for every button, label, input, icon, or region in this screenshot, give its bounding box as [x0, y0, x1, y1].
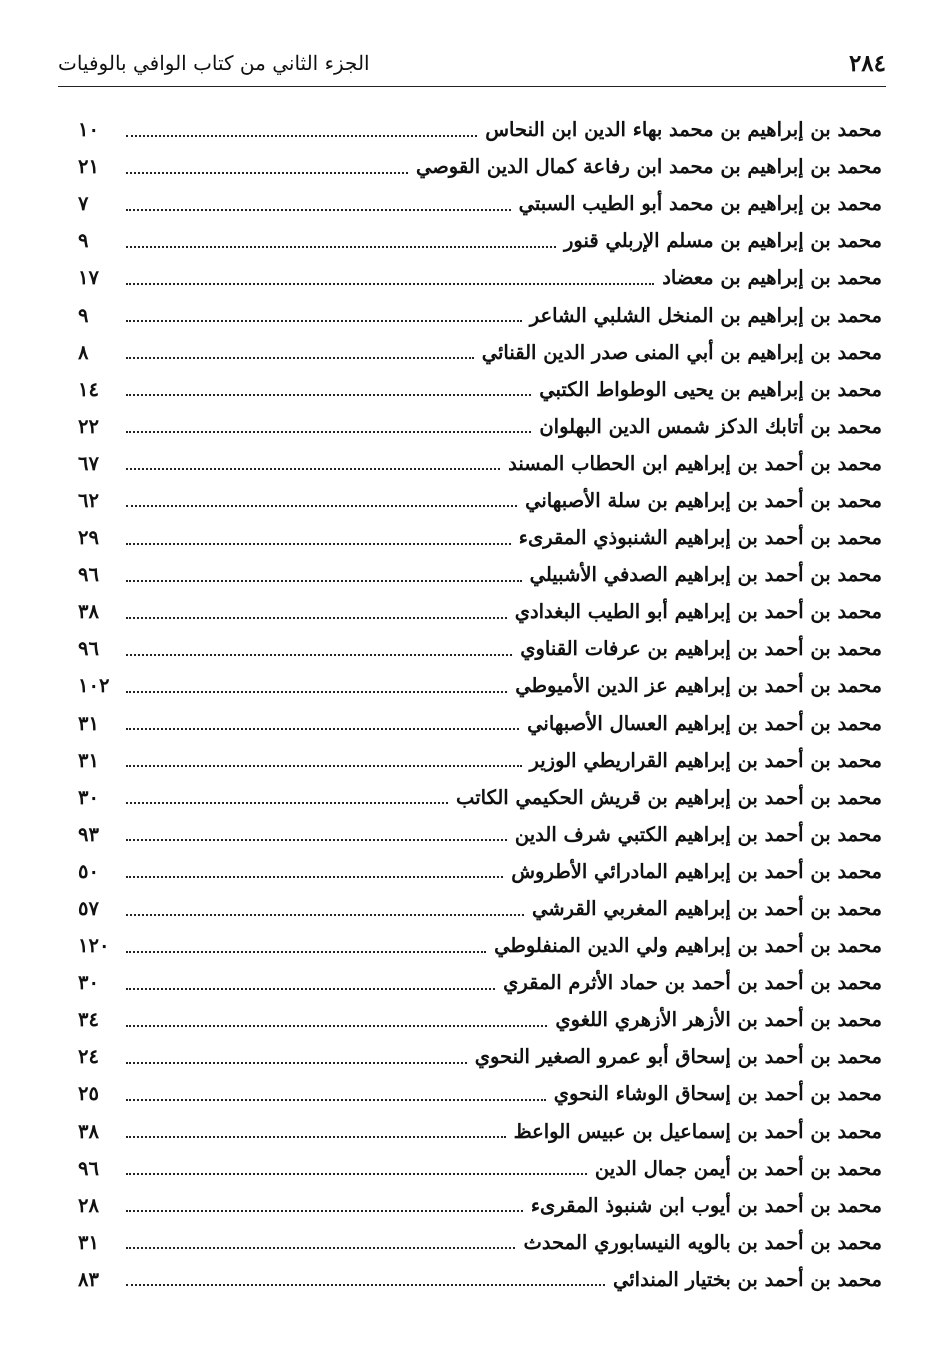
entry-page-number: ٨٣	[78, 1267, 99, 1291]
entry-name: محمد بن إبراهيم بن يحيى الوطواط الكتبي	[539, 377, 882, 401]
entry-name: محمد بن أحمد بن إبراهيم ولي الدين المنفلوطي	[494, 934, 882, 958]
entry-name: محمد بن أحمد بن إبراهيم أبو الطيب البغدادي	[514, 600, 882, 624]
dot-leader	[126, 357, 474, 359]
entry-page-number: ٣٨	[78, 1119, 99, 1143]
entry-name: محمد بن أحمد بن إبراهيم عز الدين الأميوطي	[515, 674, 882, 698]
entry-page-number: ١٤	[78, 377, 99, 401]
dot-leader	[126, 320, 522, 322]
entry-name: محمد بن أحمد بن أيوب ابن شنبوذ المقرىء	[530, 1193, 882, 1217]
index-list	[78, 111, 882, 1298]
dot-leader	[126, 765, 522, 767]
dot-leader	[126, 580, 522, 582]
entry-page-number: ٢٨	[78, 1193, 99, 1217]
entry-name: محمد بن أحمد بن إبراهيم الشنبوذي المقرىء	[518, 526, 882, 550]
entry-page-number: ٦٧	[78, 451, 99, 475]
entry-name: محمد بن أحمد بن إبراهيم الكتبي شرف الدين	[514, 822, 882, 846]
entry-name: محمد بن أتابك الدكز شمس الدين البهلوان	[539, 414, 882, 438]
entry-name: محمد بن أحمد بن بختيار المندائي	[612, 1267, 882, 1291]
entry-page-number: ٣١	[78, 748, 99, 772]
entry-page-number: ٣١	[78, 711, 99, 735]
index-entry	[78, 1001, 882, 1038]
index-entry	[78, 1038, 882, 1075]
entry-name: محمد بن أحمد بن إبراهيم المغربي القرشي	[531, 897, 882, 921]
index-entry	[78, 1187, 882, 1224]
dot-leader	[126, 914, 524, 916]
dot-leader	[126, 135, 477, 137]
entry-name: محمد بن إبراهيم بن محمد ابن رفاعة كمال الدين القوصي	[416, 155, 882, 179]
index-entry	[78, 371, 882, 408]
dot-leader	[126, 283, 654, 285]
index-entry	[78, 742, 882, 779]
dot-leader	[126, 172, 408, 174]
entry-name: محمد بن أحمد بن إسحاق الوشاء النحوي	[553, 1082, 882, 1106]
entry-page-number: ٣٤	[78, 1008, 99, 1032]
entry-page-number: ٢١	[78, 155, 99, 179]
entry-page-number: ٩٦	[78, 563, 99, 587]
index-entry	[78, 630, 882, 667]
dot-leader	[126, 431, 531, 433]
index-entry	[78, 445, 882, 482]
index-entry	[78, 148, 882, 185]
dot-leader	[126, 1173, 587, 1175]
entry-name: محمد بن أحمد بن إبراهيم بن سلة الأصبهاني	[525, 488, 882, 512]
dot-leader	[126, 543, 511, 545]
index-entry	[78, 111, 882, 148]
dot-leader	[126, 951, 486, 953]
dot-leader	[126, 1210, 523, 1212]
dot-leader	[126, 505, 517, 507]
entry-page-number: ٢٤	[78, 1045, 99, 1069]
running-title: الجزء الثاني من كتاب الوافي بالوفيات	[58, 51, 370, 75]
dot-leader	[126, 246, 556, 248]
index-entry	[78, 408, 882, 445]
entry-name: محمد بن إبراهيم بن معضاد	[662, 266, 882, 290]
index-entry	[78, 593, 882, 630]
dot-leader	[126, 839, 507, 841]
entry-name: محمد بن أحمد بن إبراهيم القراريطي الوزير	[529, 748, 882, 772]
index-entry	[78, 482, 882, 519]
dot-leader	[126, 1136, 506, 1138]
entry-name: محمد بن أحمد بن إبراهيم المادرائي الأطروش	[511, 859, 882, 883]
entry-page-number: ١٧	[78, 266, 99, 290]
dot-leader	[126, 728, 519, 730]
index-entry	[78, 1150, 882, 1187]
dot-leader	[126, 691, 507, 693]
entry-page-number: ٥٠	[78, 859, 99, 883]
entry-name: محمد بن إبراهيم بن مسلم الإربلي قنور	[563, 229, 882, 253]
index-entry	[78, 705, 882, 742]
entry-page-number: ٩٦	[78, 1156, 99, 1180]
index-entry	[78, 556, 882, 593]
entry-name: محمد بن أحمد بن إبراهيم بن قريش الحكيمي الكاتب	[456, 785, 882, 809]
index-entry	[78, 1075, 882, 1112]
entry-page-number: ٧	[78, 192, 89, 216]
entry-page-number: ١٢٠	[78, 934, 110, 958]
index-entry	[78, 1113, 882, 1150]
entry-page-number: ٨	[78, 340, 89, 364]
entry-page-number: ١٠٢	[78, 674, 110, 698]
page-header	[58, 40, 886, 87]
index-entry	[78, 667, 882, 704]
index-entry	[78, 890, 882, 927]
entry-name: محمد بن إبراهيم بن محمد أبو الطيب السبتي	[518, 192, 882, 216]
dot-leader	[126, 209, 511, 211]
page-number: ٢٨٤	[848, 49, 886, 77]
entry-page-number: ٩	[78, 229, 89, 253]
dot-leader	[126, 876, 503, 878]
entry-page-number: ٩٣	[78, 822, 99, 846]
entry-page-number: ٩	[78, 303, 89, 327]
index-entry	[78, 222, 882, 259]
entry-name: محمد بن أحمد بن إسحاق أبو عمرو الصغير النحوي	[474, 1045, 882, 1069]
index-entry	[78, 185, 882, 222]
index-entry	[78, 519, 882, 556]
dot-leader	[126, 802, 448, 804]
entry-name: محمد بن أحمد بن بالويه النيسابوري المحدث	[523, 1230, 882, 1254]
dot-leader	[126, 1025, 547, 1027]
dot-leader	[126, 394, 531, 396]
index-entry	[78, 853, 882, 890]
dot-leader	[126, 654, 512, 656]
entry-name: محمد بن إبراهيم بن محمد بهاء الدين ابن النحاس	[485, 118, 882, 142]
entry-page-number: ٣٠	[78, 785, 99, 809]
dot-leader	[126, 1099, 546, 1101]
entry-page-number: ٣٨	[78, 600, 99, 624]
entry-page-number: ١٠	[78, 118, 99, 142]
entry-name: محمد بن أحمد بن أحمد بن حماد الأثرم المقري	[503, 971, 882, 995]
entry-name: محمد بن أحمد بن إبراهيم ابن الحطاب المسند	[508, 451, 882, 475]
entry-name: محمد بن إبراهيم بن أبي المنى صدر الدين القنائي	[481, 340, 882, 364]
entry-name: محمد بن أحمد بن الأزهر الأزهري اللغوي	[555, 1008, 882, 1032]
entry-page-number: ٣١	[78, 1230, 99, 1254]
entry-page-number: ٦٢	[78, 488, 99, 512]
index-entry	[78, 259, 882, 296]
index-entry	[78, 816, 882, 853]
entry-name: محمد بن أحمد بن إبراهيم الصدفي الأشبيلي	[529, 563, 882, 587]
dot-leader	[126, 468, 500, 470]
entry-page-number: ٩٦	[78, 637, 99, 661]
index-entry	[78, 334, 882, 371]
dot-leader	[126, 1247, 515, 1249]
dot-leader	[126, 1284, 605, 1286]
entry-name: محمد بن أحمد بن إبراهيم العسال الأصبهاني	[527, 711, 882, 735]
dot-leader	[126, 617, 507, 619]
entry-page-number: ٢٥	[78, 1082, 99, 1106]
index-entry	[78, 927, 882, 964]
index-entry	[78, 779, 882, 816]
dot-leader	[126, 1062, 467, 1064]
entry-name: محمد بن أحمد بن أيمن جمال الدين	[594, 1156, 882, 1180]
index-entry	[78, 1224, 882, 1261]
entry-name: محمد بن إبراهيم بن المنخل الشلبي الشاعر	[529, 303, 882, 327]
dot-leader	[126, 988, 495, 990]
entry-page-number: ٥٧	[78, 897, 99, 921]
index-entry	[78, 1261, 882, 1298]
entry-name: محمد بن أحمد بن إبراهيم بن عرفات القناوي	[520, 637, 882, 661]
entry-page-number: ٢٢	[78, 414, 99, 438]
entry-name: محمد بن أحمد بن إسماعيل بن عبيس الواعظ	[513, 1119, 882, 1143]
index-entry	[78, 964, 882, 1001]
entry-page-number: ٢٩	[78, 526, 99, 550]
entry-page-number: ٣٠	[78, 971, 99, 995]
index-entry	[78, 296, 882, 333]
